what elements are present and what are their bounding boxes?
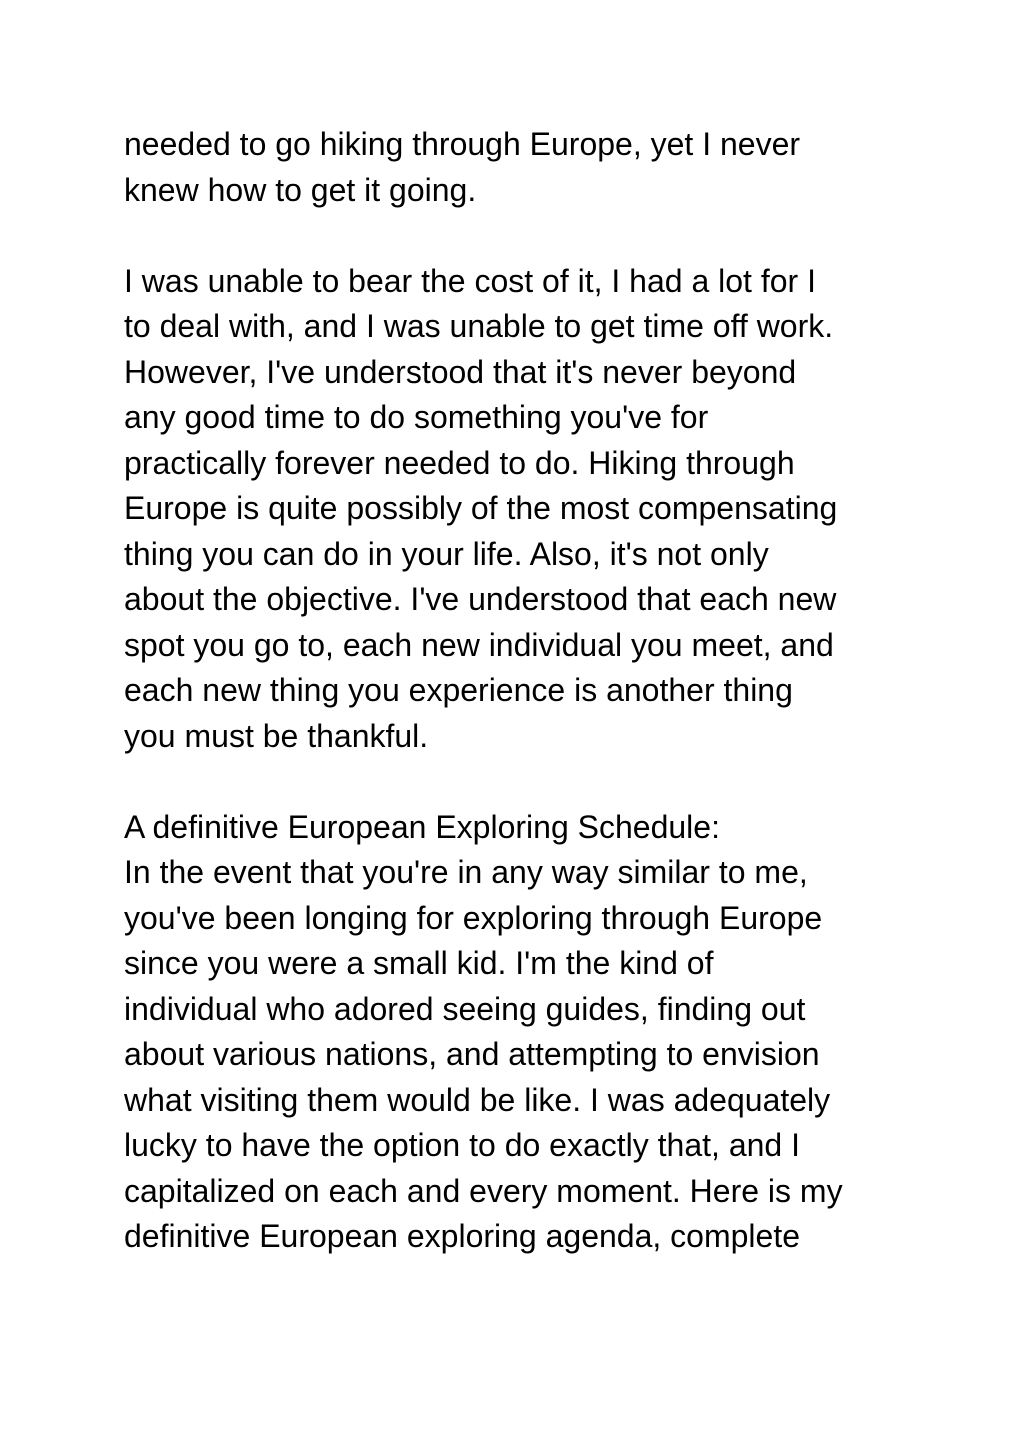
- text-line: to deal with, and I was unable to get time off work.: [124, 308, 834, 344]
- text-line: However, I've understood that it's never beyond: [124, 353, 797, 390]
- paragraph-gap: [124, 213, 924, 259]
- paragraph-gap: [124, 759, 924, 805]
- text-line: practically forever needed to do. Hiking through: [124, 444, 795, 481]
- text-line: about the objective. I've understood that each new: [124, 581, 837, 617]
- text-line: you've been longing for exploring through Europe: [124, 899, 823, 936]
- paragraph-2: [124, 259, 924, 760]
- text-line: spot you go to, each new individual you meet, and: [124, 626, 834, 663]
- text-line: capitalized on each and every moment. Here is my: [124, 1172, 843, 1209]
- text-line: what visiting them would be like. I was adequately: [124, 1081, 831, 1118]
- text-line: you must be thankful.: [124, 717, 429, 754]
- text-line: each new thing you experience is another thing: [124, 672, 793, 708]
- text-line: since you were a small kid. I'm the kind of: [124, 945, 714, 981]
- text-line: In the event that you're in any way similar to me,: [124, 854, 808, 890]
- text-line: Europe is quite possibly of the most compensating: [124, 490, 838, 526]
- text-line: I was unable to bear the cost of it, I had a lot for I: [124, 262, 816, 299]
- text-line: definitive European exploring agenda, complete: [124, 1218, 801, 1254]
- text-line: lucky to have the option to do exactly that, and I: [124, 1127, 800, 1163]
- paragraph-3: [124, 850, 924, 1260]
- text-line: about various nations, and attempting to envision: [124, 1036, 820, 1072]
- paragraph-1: [124, 122, 924, 213]
- text-line: individual who adored seeing guides, finding out: [124, 990, 806, 1027]
- text-line: any good time to do something you've for: [124, 399, 709, 435]
- text-line: thing you can do in your life. Also, it's not only: [124, 535, 769, 572]
- text-line: needed to go hiking through Europe, yet I never: [124, 126, 801, 162]
- text-line: knew how to get it going.: [124, 171, 477, 208]
- section-heading: A definitive European Exploring Schedule:: [124, 808, 720, 845]
- document-body: [124, 122, 924, 1260]
